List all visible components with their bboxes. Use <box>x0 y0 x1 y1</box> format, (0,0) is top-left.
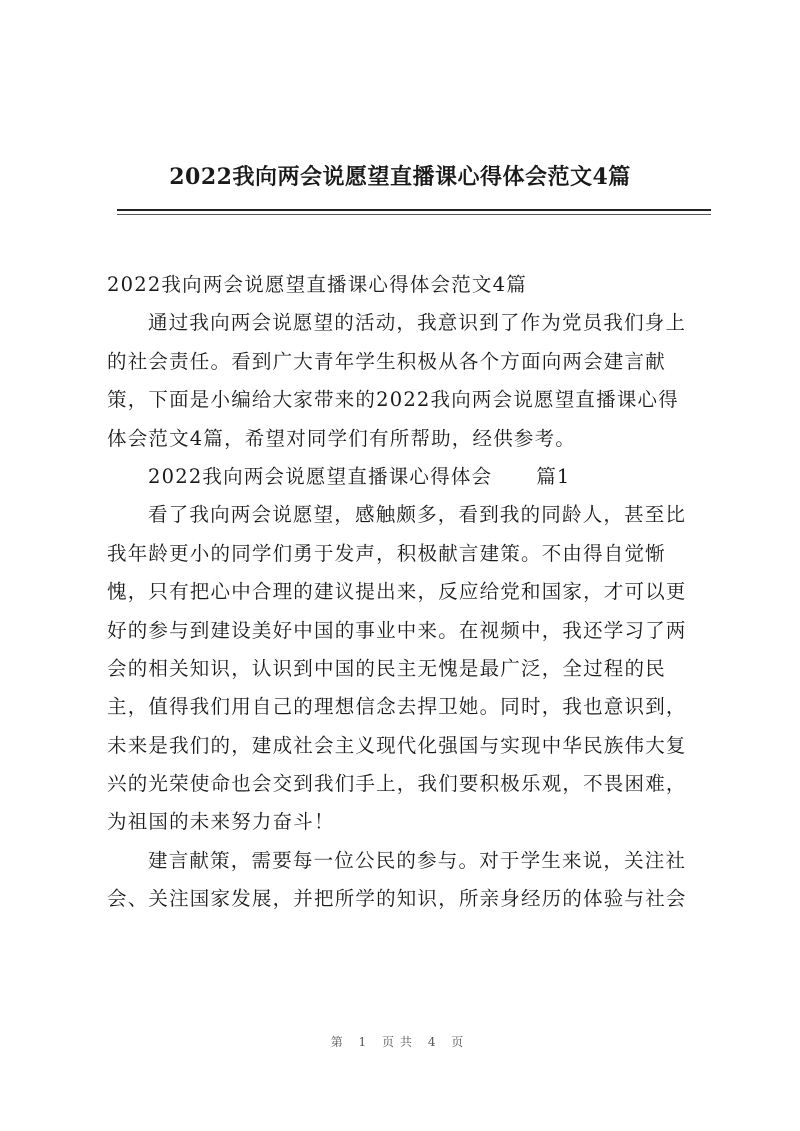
title-divider <box>117 209 711 211</box>
page-number: 第 1 页共 4 页 <box>330 1035 470 1049</box>
section-number: 篇1 <box>536 464 571 488</box>
title-divider-thin <box>117 214 711 215</box>
paragraph-line: 主，值得我们用自己的理想信念去捍卫她。同时，我也意识到， <box>107 695 687 719</box>
document-title: 2022我向两会说愿望直播课心得体会范文4篇 <box>169 164 631 190</box>
paragraph-line: 好的参与到建设美好中国的事业中来。在视频中，我还学习了两 <box>107 618 687 642</box>
paragraph-line: 愧，只有把心中合理的建议提出来，反应给党和国家，才可以更 <box>107 580 687 604</box>
paragraph-line: 看了我向两会说愿望，感触颇多，看到我的同龄人，甚至比 <box>148 503 687 527</box>
section-heading <box>107 458 711 496</box>
paragraph-line: 建言献策，需要每一位公民的参与。对于学生来说，关注社 <box>148 848 687 872</box>
paragraph-line: 体会范文4篇，希望对同学们有所帮助，经供参考。 <box>107 426 577 450</box>
section-heading-text: 2022我向两会说愿望直播课心得体会 <box>148 464 493 488</box>
paragraph-line: 会、关注国家发展，并把所学的知识，所亲身经历的体验与社会 <box>107 887 687 911</box>
document-body <box>107 266 711 919</box>
paragraph-line: 兴的光荣使命也会交到我们手上，我们要积极乐观，不畏困难， <box>107 772 687 796</box>
paragraph-line: 的社会责任。看到广大青年学生积极从各个方面向两会建言献 <box>107 349 666 373</box>
paragraph-line: 通过我向两会说愿望的活动，我意识到了作为党员我们身上 <box>148 311 687 335</box>
paragraph-line: 未来是我们的，建成社会主义现代化强国与实现中华民族伟大复 <box>107 733 687 757</box>
paragraph-line: 策，下面是小编给大家带来的2022我向两会说愿望直播课心得 <box>107 388 679 412</box>
paragraph-line: 为祖国的未来努力奋斗！ <box>107 810 335 834</box>
paragraph-line: 我年龄更小的同学们勇于发声，积极献言建策。不由得自觉惭 <box>107 541 666 565</box>
paragraph-line: 会的相关知识，认识到中国的民主无愧是最广泛，全过程的民 <box>107 656 666 680</box>
subtitle-line: 2022我向两会说愿望直播课心得体会范文4篇 <box>107 273 527 296</box>
